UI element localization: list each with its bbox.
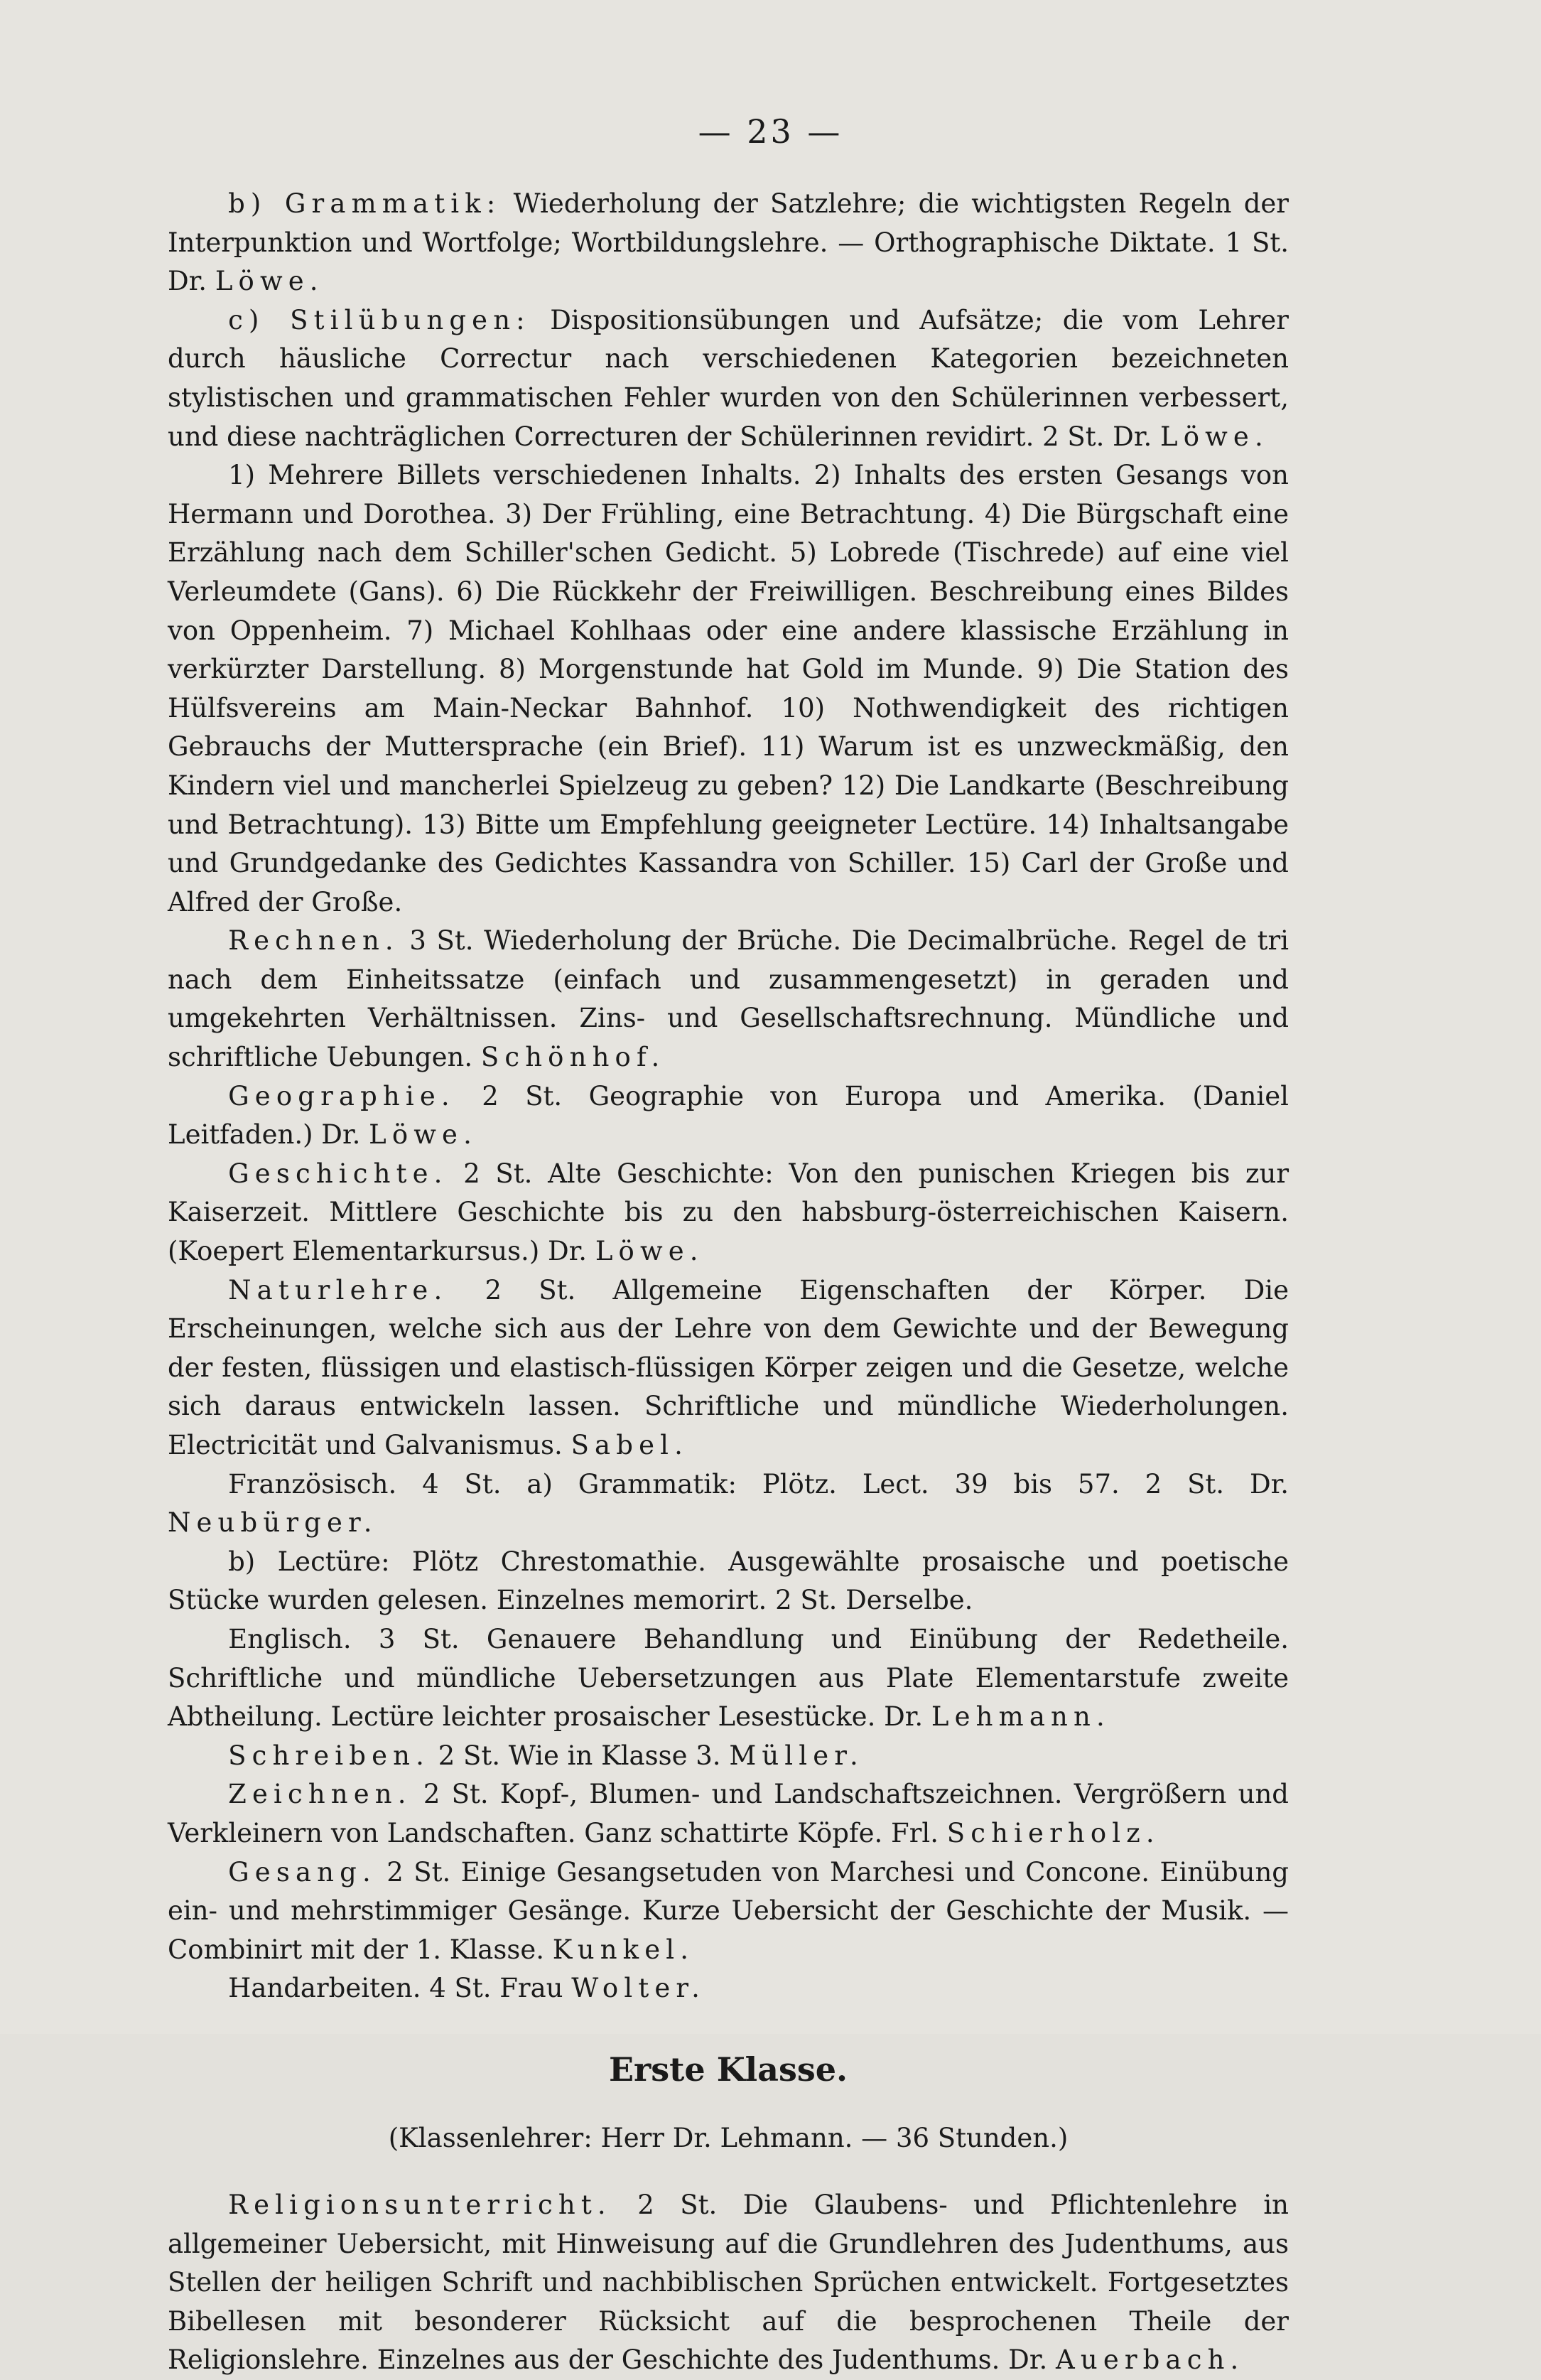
paragraph-geschichte: Geschichte. 2 St. Alte Geschichte: Von den punischen Kriegen bis zur Kaiserzeit. Mittlere Geschichte bis zu den habsburg-österreichischen Kaisern. (Koepert Elementarkursus.) Dr. Löwe. (168, 1158, 1289, 1267)
paragraph-naturlehre: Naturlehre. 2 St. Allgemeine Eigenschaften der Körper. Die Erscheinungen, welche sich aus der Lehre von dem Gewichte und der Bewegung der festen, flüssigen und elastisch-flüssigen Körper zeigen und die Gesetze, welche sich daraus entwickeln lassen. Schriftliche und mündliche Wiederholungen. Electricität und Galvanismus. Sabel. (168, 1274, 1289, 1460)
paragraph-geographie: Geographie. 2 St. Geographie von Europa und Amerika. (Daniel Leitfaden.) Dr. Löwe. (168, 1080, 1289, 1151)
paragraph-lectuere: b) Lectüre: Plötz Chrestomathie. Ausgewählte prosaische und poetische Stücke wurden gelesen. Einzelnes memorirt. 2 St. Derselbe. (168, 1546, 1289, 1616)
paragraph-englisch: Englisch. 3 St. Genauere Behandlung und Einübung der Redetheile. Schriftliche und mündliche Uebersetzungen aus Plate Elementarstufe zweite Abtheilung. Lectüre leichter prosaischer Lesestücke. Dr. Lehmann. (168, 1623, 1289, 1733)
paragraph-handarbeiten: Handarbeiten. 4 St. Frau Wolter. (228, 1973, 706, 2004)
paragraph-franzoesisch: Französisch. 4 St. a) Grammatik: Plötz. Lect. 39 bis 57. 2 St. Dr. Neubürger. (168, 1468, 1289, 1539)
section-subtitle: (Klassenlehrer: Herr Dr. Lehmann. — 36 Stunden.) (388, 2122, 1069, 2153)
paragraph-schreiben: Schreiben. 2 St. Wie in Klasse 3. Müller. (228, 1740, 864, 1771)
paragraph-aufsatz-themen: 1) Mehrere Billets verschiedenen Inhalts. 2) Inhalts des ersten Gesangs von Hermann und Dorothea. 3) Der Frühling, eine Betrachtung. 4) Die Bürgschaft eine Erzählung nach dem Schiller'schen Gedicht. 5) Lobrede (Tischrede) auf eine viel Verleumdete (Gans). 6) Die Rückkehr der Freiwilligen. Beschreibung eines Bildes von Oppenheim. 7) Michael Kohlhaas oder eine andere klassische Erzählung in verkürzter Darstellung. 8) Morgenstunde hat Gold im Munde. 9) Die Station des Hülfsvereins am Main-Neckar Bahnhof. 10) Nothwendigkeit des richtigen Gebrauchs der Muttersprache (ein Brief). 11) Warum ist es unzweckmäßig, den Kindern viel und mancherlei Spielzeug zu geben? 12) Die Landkarte (Beschreibung und Betrachtung). 13) Bitte um Empfehlung geeigneter Lectüre. 14) Inhaltsangabe und Grundgedanke des Gedichtes Kassandra von Schiller. 15) Carl der Große und Alfred der Große. (168, 460, 1289, 917)
paragraph-rechnen: Rechnen. 3 St. Wiederholung der Brüche. Die Decimalbrüche. Regel de tri nach dem Einheitssatze (einfach und zusammengesetzt) in geraden und umgekehrten Verhältnissen. Zins- und Gesellschaftsrechnung. Mündliche und schriftliche Uebungen. Schönhof. (168, 925, 1289, 1073)
page-content (168, 185, 1289, 2380)
section-title: Erste Klasse. (608, 2050, 848, 2089)
page-number: — 23 — (698, 112, 843, 151)
paragraph-zeichnen: Zeichnen. 2 St. Kopf-, Blumen- und Landschaftszeichnen. Vergrößern und Verkleinern von Landschaften. Ganz schattirte Köpfe. Frl. Schierholz. (168, 1779, 1289, 1848)
paragraph-stiluebungen: c) Stilübungen: Dispositionsübungen und Aufsätze; die vom Lehrer durch häusliche Correctur nach verschiedenen Kategorien bezeichneten stylistischen und grammatischen Fehler wurden von den Schülerinnen verbessert, und diese nachträglichen Correcturen der Schülerinnen revidirt. 2 St. Dr. Löwe. (168, 304, 1289, 452)
paragraph-gesang: Gesang. 2 St. Einige Gesangsetuden von Marchesi und Concone. Einübung ein- und mehrstimmiger Gesänge. Kurze Uebersicht der Geschichte der Musik. — Combinirt mit der 1. Klasse. Kunkel. (168, 1856, 1289, 1965)
paragraph-grammatik: b) Grammatik: Wiederholung der Satzlehre; die wichtigsten Regeln der Interpunktion und Wortfolge; Wortbildungslehre. — Orthographische Diktate. 1 St. Dr. Löwe. (168, 188, 1289, 297)
paragraph-religionsunterricht: Religionsunterricht. 2 St. Die Glaubens- und Pflichtenlehre in allgemeiner Uebersicht, mit Hinweisung auf die Grundlehren des Judenthums, aus Stellen der heiligen Schrift und nachbiblischen Sprüchen entwickelt. Fortgesetztes Bibellesen mit besonderer Rücksicht auf die besprochenen Theile der Religionslehre. Einzelnes aus der Geschichte des Judenthums. Dr. Auerbach. (168, 2189, 1289, 2376)
